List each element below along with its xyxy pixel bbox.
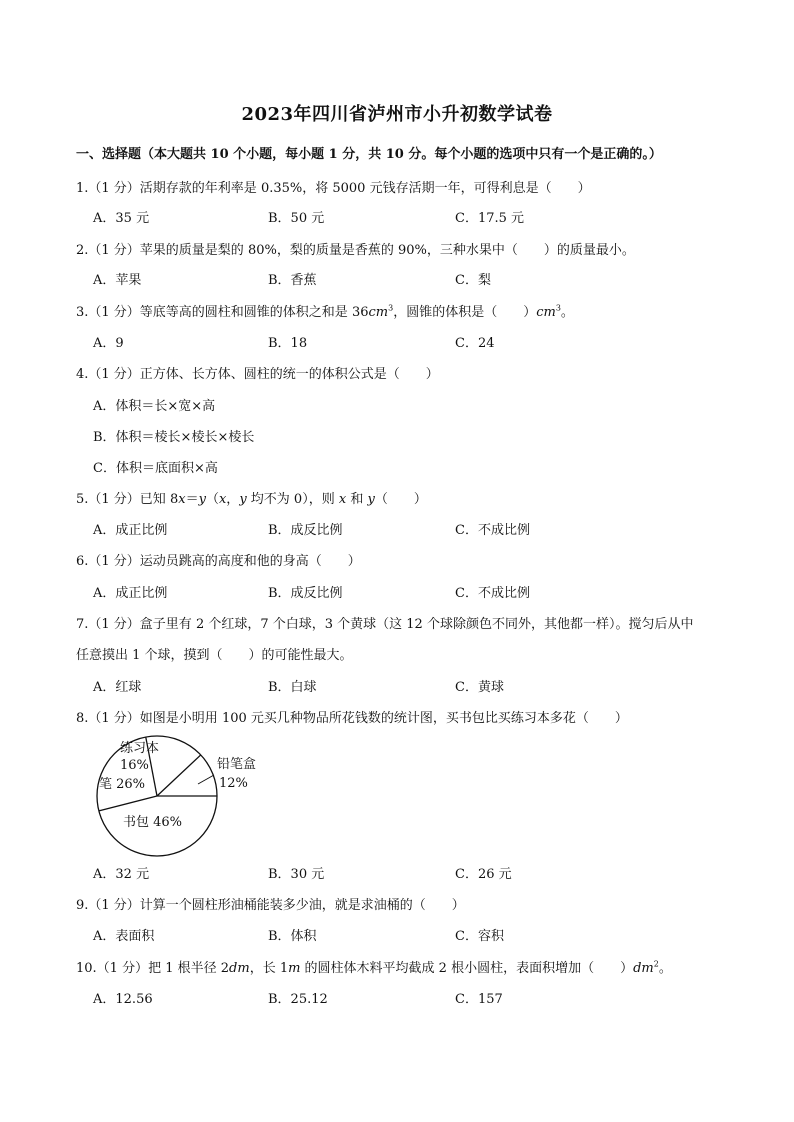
q3-unit-2: cm (536, 305, 556, 320)
question-1: 1.（1 分）活期存款的年利率是 0.35%，将 5000 元钱存活期一年，可得利息是（ ） (76, 181, 591, 196)
q10-u3: dm (633, 961, 654, 976)
q8-option-a[interactable]: A．32 元 (93, 867, 150, 882)
q7-option-b[interactable]: B．白球 (268, 680, 317, 695)
section-heading: 一、选择题（本大题共 10 个小题，每小题 1 分，共 10 分。每个小题的选项中只有一个是正确的。） (76, 147, 662, 162)
pie-label-bag: 书包 46% (123, 815, 183, 830)
q5-s-g: （ ） (374, 492, 427, 507)
q10-option-b[interactable]: B．25.12 (268, 992, 328, 1007)
q5-v1: x (178, 492, 186, 507)
q5-option-a[interactable]: A．成正比例 (93, 523, 168, 538)
q10-s-c: 的圆柱体木料平均截成 2 根小圆柱，表面积增加（ ） (300, 961, 634, 976)
q9-option-c[interactable]: C．容积 (455, 929, 504, 944)
q3-option-b[interactable]: B．18 (268, 336, 308, 351)
q1-option-a[interactable]: A．35 元 (93, 211, 150, 226)
q5-option-c[interactable]: C．不成比例 (455, 523, 530, 538)
q10-option-c[interactable]: C．157 (455, 992, 503, 1007)
question-2: 2.（1 分）苹果的质量是梨的 80%，梨的质量是香蕉的 90%，三种水果中（ ）的质量最小。 (76, 243, 635, 258)
q5-option-b[interactable]: B．成反比例 (268, 523, 343, 538)
pie-label-exercise: 练习本 (120, 741, 160, 756)
q8-option-c[interactable]: C．26 元 (455, 867, 512, 882)
q7-option-a[interactable]: A．红球 (93, 680, 142, 695)
q8-option-b[interactable]: B．30 元 (268, 867, 325, 882)
question-8: 8.（1 分）如图是小明用 100 元买几种物品所花钱数的统计图，买书包比买练习本多花（ ） (76, 711, 628, 726)
question-3 (76, 301, 574, 320)
q4-option-b[interactable]: B．体积＝棱长×棱长×棱长 (93, 430, 255, 445)
q3-stem-b: ，圆锥的体积是（ ） (393, 305, 537, 320)
q10-exp: 2 (653, 959, 659, 969)
q7-option-c[interactable]: C．黄球 (455, 680, 504, 695)
pie-label-pen: 笔 26% (99, 777, 146, 792)
q10-s-b: ，长 1 (249, 961, 289, 976)
q5-v6: y (367, 492, 375, 507)
q4-option-c[interactable]: C．体积＝底面积×高 (93, 461, 218, 476)
pie-leader-line (198, 775, 214, 784)
q9-option-b[interactable]: B．体积 (268, 929, 317, 944)
q3-unit: cm (368, 305, 389, 320)
q2-option-c[interactable]: C．梨 (455, 273, 491, 288)
q5-v3: x (218, 492, 227, 507)
question-7-line-2: 任意摸出 1 个球，摸到（ ）的可能性最大。 (76, 648, 353, 663)
q5-v4: y (239, 492, 247, 507)
q5-s-e: 均不为 0），则 (246, 492, 339, 507)
pie-label-pencilcase-pct: 12% (219, 776, 248, 791)
q3-stem-a: 3.（1 分）等底等高的圆柱和圆锥的体积之和是 36 (76, 305, 369, 320)
q9-option-a[interactable]: A．表面积 (93, 929, 155, 944)
q10-s-a: 10.（1 分）把 1 根半径 2 (76, 961, 230, 976)
q2-option-a[interactable]: A．苹果 (93, 273, 142, 288)
question-5 (76, 488, 427, 507)
q3-exp: 3 (388, 303, 394, 313)
q5-s-b: ＝ (185, 492, 199, 507)
page-title: 2023年四川省泸州市小升初数学试卷 (241, 104, 553, 125)
q3-option-c[interactable]: C．24 (455, 336, 495, 351)
q4-option-a[interactable]: A．体积＝长×宽×高 (93, 399, 216, 414)
q1-option-c[interactable]: C．17.5 元 (455, 211, 525, 226)
question-10 (76, 957, 672, 976)
q6-option-b[interactable]: B．成反比例 (268, 586, 343, 601)
q10-s-d: 。 (658, 961, 672, 976)
q3-exp-2: 3 (555, 303, 561, 313)
question-4: 4.（1 分）正方体、长方体、圆柱的统一的体积公式是（ ） (76, 367, 439, 382)
q3-option-a[interactable]: A．9 (93, 336, 124, 351)
q1-option-b[interactable]: B．50 元 (268, 211, 325, 226)
q2-option-b[interactable]: B．香蕉 (268, 273, 317, 288)
pie-chart (90, 728, 280, 868)
pie-divider-4 (157, 755, 201, 796)
q3-stem-c: 。 (560, 305, 574, 320)
q5-v5: x (338, 492, 347, 507)
q5-v2: y (198, 492, 206, 507)
q10-u2: m (288, 961, 301, 976)
pie-label-exercise-pct: 16% (120, 758, 149, 773)
pie-divider-2 (99, 796, 157, 811)
pie-label-pencilcase: 铅笔盒 (217, 757, 257, 772)
q10-u1: dm (229, 961, 250, 976)
q5-s-f: 和 (346, 492, 368, 507)
question-7: 7.（1 分）盒子里有 2 个红球，7 个白球，3 个黄球（这 12 个球除颜色不同外，其他都一样）。搅匀后从中 (76, 617, 694, 632)
question-6: 6.（1 分）运动员跳高的高度和他的身高（ ） (76, 554, 361, 569)
q6-option-c[interactable]: C．不成比例 (455, 586, 530, 601)
q5-s-c: （ (205, 492, 219, 507)
question-9: 9.（1 分）计算一个圆柱形油桶能装多少油，就是求油桶的（ ） (76, 898, 465, 913)
q10-option-a[interactable]: A．12.56 (93, 992, 153, 1007)
q6-option-a[interactable]: A．成正比例 (93, 586, 168, 601)
q5-s-a: 5.（1 分）已知 8 (76, 492, 179, 507)
q5-s-d: ， (226, 492, 240, 507)
